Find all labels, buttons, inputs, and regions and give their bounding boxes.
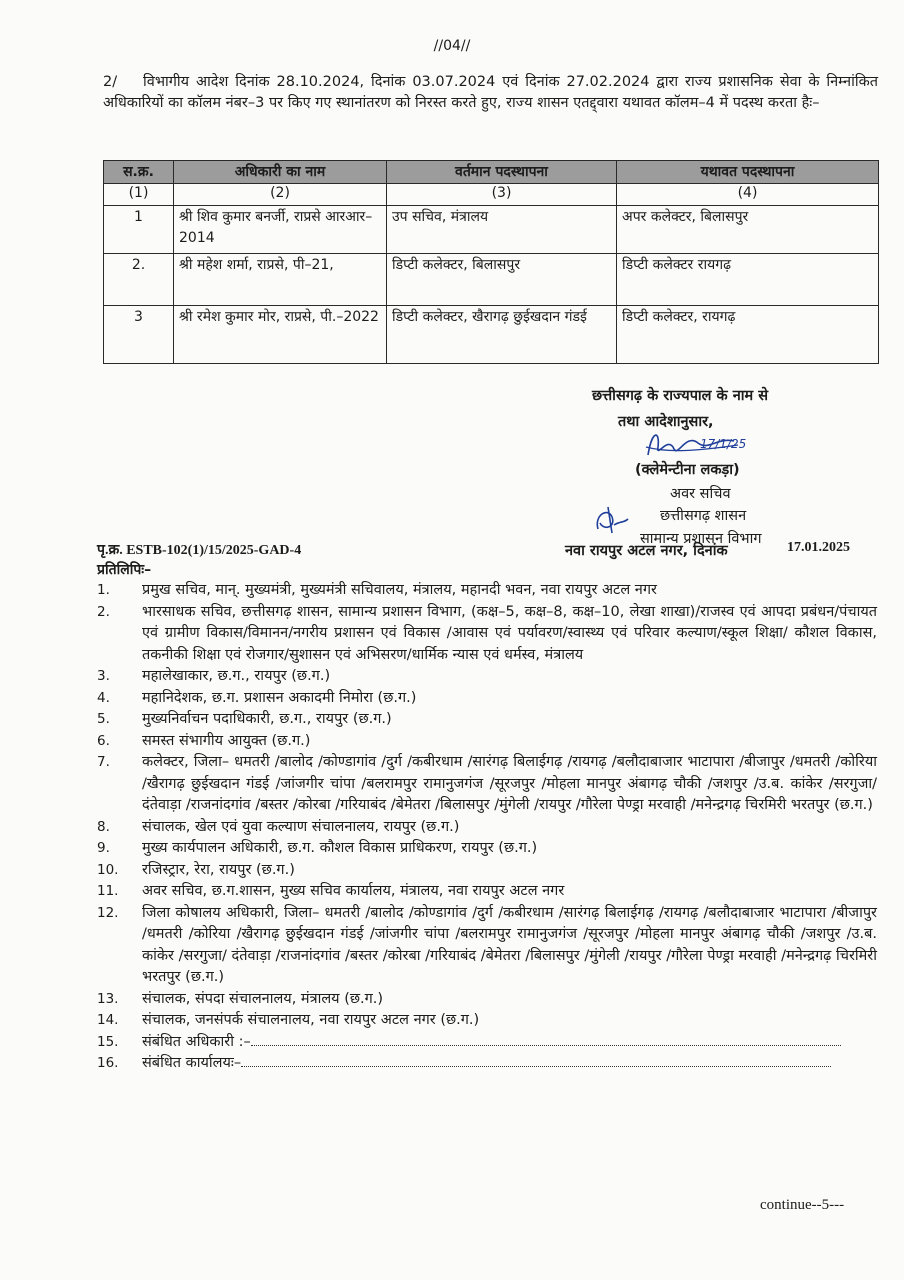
- list-item: 2. भारसाधक सचिव, छत्तीसगढ़ शासन, सामान्य प्रशासन विभाग, (कक्ष–5, कक्ष–8, कक्ष–10, लेखा शाखा)/राजस्व एवं आपदा प्रबंधन/पंचायत एवं ग्रामीण विकास/विमानन/नगरीय प्रशासन एवं विकास /आवास एवं पर्यावरण/स्वास्थ्य एवं परिवार कल्याण/स्कूल शिक्षा/ कौशल विकास, तकनीकी शिक्षा एवं रोजगार/सुशासन एवं अभिसरण/धार्मिक न्यास एवं धर्मस्व, मंत्रालय: [97, 603, 877, 663]
- cell-officer-name: श्री महेश शर्मा, राप्रसे, पी–21,: [174, 254, 387, 306]
- colnum: (3): [387, 184, 617, 206]
- cell-current-posting: डिप्टी कलेक्टर, बिलासपुर: [387, 254, 617, 306]
- reference-number: पृ.क्र. ESTB-102(1)/15/2025-GAD-4: [97, 543, 302, 558]
- list-item: 12. जिला कोषालय अधिकारी, जिला– धमतरी /बालोद /कोण्डागांव /दुर्ग /कबीरधाम /सारंगढ़ बिलाईगढ़ /रायगढ़ /बलौदाबाजार भाटापारा /बीजापुर /धमतरी /कोरिया /खैरागढ़ छुईखदान गंडई /जांजगीर चांपा /बलरामपुर रामानुजगंज /सूरजपुर /मोहला मानपुर अंबागढ़ चौकी /जशपुर /उ.ब. कांकेर /सरगुजा/ दंतेवाड़ा /राजनांदगांव /बस्तर /कोरबा /गरियाबंद /बेमेतरा /बिलासपुर /मुंगेली /रायपुर /गौरेला पेण्ड्रा मरवाही /मनेन्द्रगढ़ चिरमिरी भरतपुर (छ.ग.): [97, 904, 877, 985]
- blank-item: 15. संबंधित अधिकारी :–: [97, 1032, 877, 1054]
- table-colnum-row: [104, 184, 879, 206]
- signature-line-2: तथा आदेशानुसार,: [618, 414, 714, 430]
- table-row: [104, 306, 879, 364]
- header-current-posting: वर्तमान पदस्थापना: [387, 161, 617, 184]
- header-officer-name: अधिकारी का नाम: [174, 161, 387, 184]
- copy-list: [97, 580, 877, 1075]
- list-item: 5. मुख्यनिर्वाचन पदाधिकारी, छ.ग., रायपुर (छ.ग.): [97, 711, 392, 727]
- page-number: //04//: [433, 38, 471, 54]
- list-item: 7. कलेक्टर, जिला– धमतरी /बालोद /कोण्डागांव /दुर्ग /कबीरधाम /सारंगढ़ बिलाईगढ़ /रायगढ़ /बलौदाबाजार भाटापारा /बीजापुर /धमतरी /कोरिया /खैरागढ़ छुईखदान गंडई /जांजगीर चांपा /बलरामपुर रामानुजगंज /सूरजपुर /मोहला मानपुर अंबागढ़ चौकी /जशपुर /उ.ब. कांकेर /सरगुजा/ दंतेवाड़ा /राजनांदगांव /बस्तर /कोरबा /गरियाबंद /बेमेतरा /बिलासपुर /मुंगेली /रायपुर /गौरेला पेण्ड्रा मरवाही /मनेन्द्रगढ़ चिरमिरी भरतपुर (छ.ग.): [97, 754, 877, 813]
- blank-item-label: संबंधित कार्यालयः–: [142, 1055, 242, 1071]
- copy-label: प्रतिलिपिः–: [97, 562, 152, 578]
- header-serial: स.क्र.: [104, 161, 174, 184]
- cell-serial: 1: [104, 206, 174, 254]
- list-item: 6. समस्त संभागीय आयुक्त (छ.ग.): [97, 732, 311, 749]
- table-row: [104, 206, 879, 254]
- blank-item: 16. संबंधित कार्यालयः–: [97, 1053, 877, 1075]
- list-item: 10. रजिस्ट्रार, रेरा, रायपुर (छ.ग.): [97, 861, 295, 878]
- reference-place: नवा रायपुर अटल नगर, दिनांक: [565, 543, 728, 559]
- intro-paragraph: [103, 72, 878, 114]
- list-item: 8. संचालक, खेल एवं युवा कल्याण संचालनालय, रायपुर (छ.ग.): [97, 818, 460, 835]
- cell-new-posting: डिप्टी कलेक्टर, रायगढ़: [617, 306, 879, 364]
- list-item: 1. प्रमुख सचिव, मान्. मुख्यमंत्री, मुख्यमंत्री सचिवालय, मंत्रालय, महानदी भवन, नवा रायपुर अटल नगर: [97, 582, 657, 598]
- list-item: 3. महालेखाकार, छ.ग., रायपुर (छ.ग.): [97, 668, 331, 684]
- reference-date: 17.01.2025: [787, 540, 850, 555]
- list-item: 4. महानिदेशक, छ.ग. प्रशासन अकादमी निमोरा (छ.ग.): [97, 689, 417, 706]
- colnum: (4): [617, 184, 879, 206]
- cell-current-posting: डिप्टी कलेक्टर, खैरागढ़ छुईखदान गंडई: [387, 306, 617, 364]
- intro-number: 2/: [103, 74, 118, 90]
- initial-scribble: [590, 503, 630, 535]
- signatory-govt: छत्तीसगढ़ शासन: [660, 508, 747, 524]
- table-row: [104, 254, 879, 306]
- signatory-name: (क्लेमेन्टीना लकड़ा): [635, 462, 740, 478]
- dotted-fill-line: [251, 1033, 841, 1046]
- cell-new-posting: अपर कलेक्टर, बिलासपुर: [617, 206, 879, 254]
- cell-current-posting: उप सचिव, मंत्रालय: [387, 206, 617, 254]
- colnum: (1): [104, 184, 174, 206]
- signatory-department: सामान्य प्रशासन विभाग: [640, 531, 762, 547]
- list-item: 9. मुख्य कार्यपालन अधिकारी, छ.ग. कौशल विकास प्राधिकरण, रायपुर (छ.ग.): [97, 840, 538, 856]
- table-header-row: [104, 161, 879, 184]
- list-item: 14. संचालक, जनसंपर्क संचालनालय, नवा रायपुर अटल नगर (छ.ग.): [97, 1012, 480, 1028]
- intro-text: विभागीय आदेश दिनांक 28.10.2024, दिनांक 03.07.2024 एवं दिनांक 27.02.2024 द्वारा राज्य प्रशासनिक सेवा के निम्नांकित अधिकारियों का कॉलम नंबर–3 पर किए गए स्थानांतरण को निरस्त करते हुए, राज्य शासन एतद्द्वारा यथावत कॉलम–4 में पदस्थ करता हैः–: [103, 74, 878, 111]
- signature-date: 17/1/25: [700, 437, 747, 451]
- list-item: 11. अवर सचिव, छ.ग.शासन, मुख्य सचिव कार्यालय, मंत्रालय, नवा रायपुर अटल नगर: [97, 883, 565, 899]
- cell-new-posting: डिप्टी कलेक्टर रायगढ़: [617, 254, 879, 306]
- colnum: (2): [174, 184, 387, 206]
- blank-item-label: संबंधित अधिकारी :–: [142, 1033, 251, 1050]
- cell-officer-name: श्री रमेश कुमार मोर, राप्रसे, पी.–2022: [174, 306, 387, 364]
- list-item: 13. संचालक, संपदा संचालनालय, मंत्रालय (छ.ग.): [97, 990, 384, 1007]
- cell-serial: 2.: [104, 254, 174, 306]
- posting-table: [103, 160, 879, 364]
- header-new-posting: यथावत पदस्थापना: [617, 161, 879, 184]
- cell-officer-name: श्री शिव कुमार बनर्जी, राप्रसे आरआर–2014: [174, 206, 387, 254]
- continue-note: continue--5---: [760, 1197, 845, 1213]
- signature-line-1: छत्तीसगढ़ के राज्यपाल के नाम से: [592, 388, 769, 404]
- signatory-designation: अवर सचिव: [670, 486, 731, 502]
- dotted-fill-line: [241, 1054, 831, 1067]
- cell-serial: 3: [104, 306, 174, 364]
